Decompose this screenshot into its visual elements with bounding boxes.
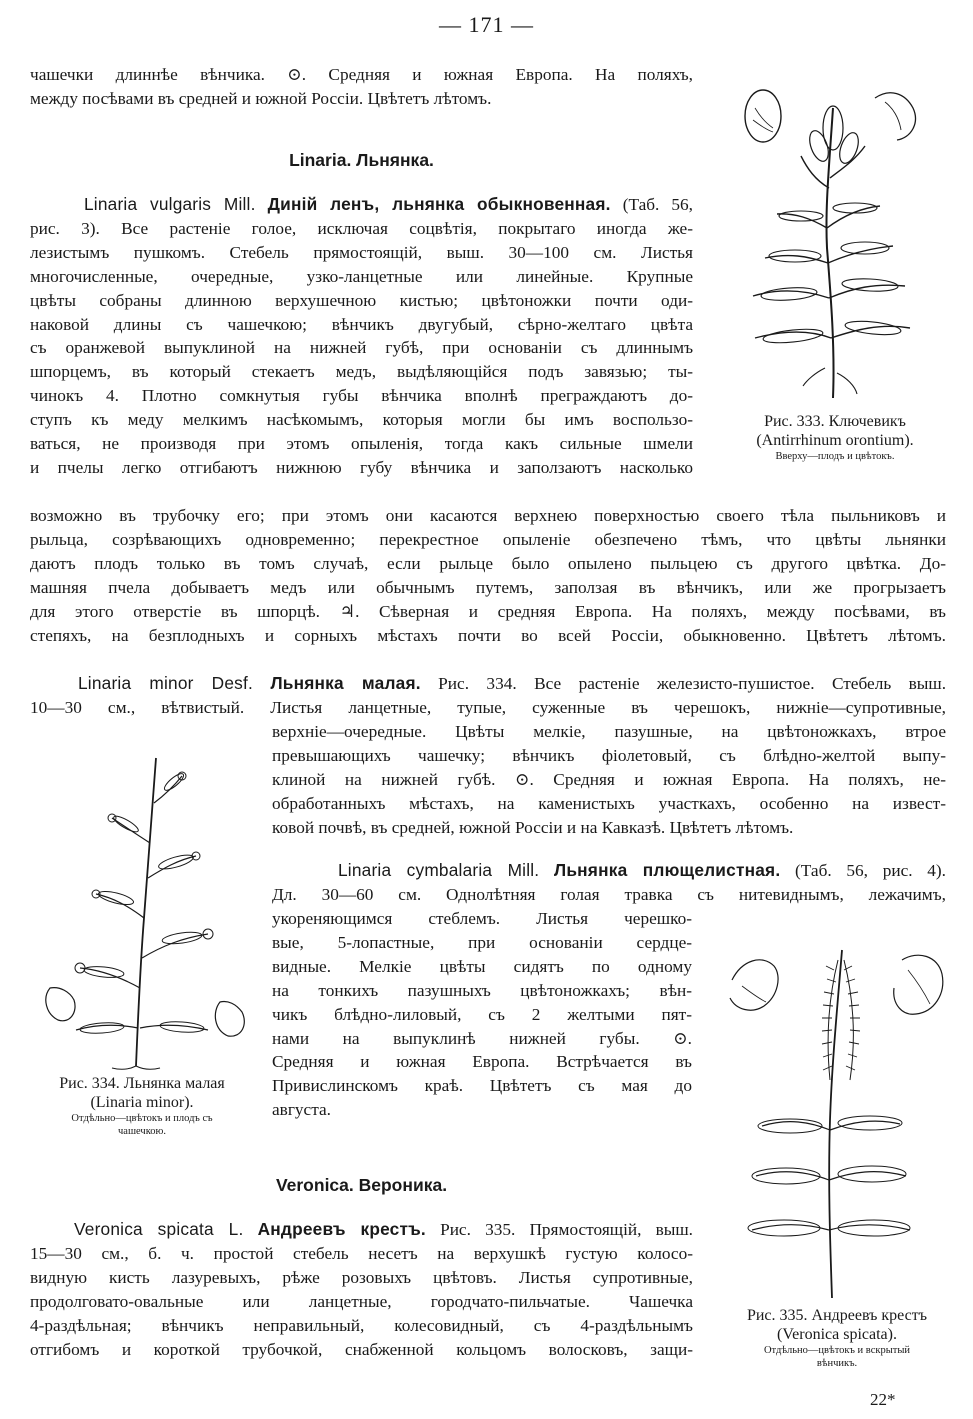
text-line: цвѣты собраны длинною верхушечною кистью; цвѣтоножки почти оди-: [30, 290, 693, 310]
species-latin-name: Linaria vulgaris Mill.: [84, 194, 256, 214]
intro-paragraph: [30, 63, 693, 111]
text-line: рыльца, созрѣвающихъ одновременно; перекрестное опыленіе обезпечено тѣмъ, что цвѣты льнянки: [30, 529, 946, 549]
section-heading-linaria: Linaria. Льнянка.: [289, 150, 434, 170]
figure-caption-title: Рис. 335. Андреевъ крестъ: [746, 1307, 928, 1324]
text-line: лезистымъ пушкомъ. Стебель прямостоящій, выш. 30—100 см. Листья: [30, 242, 693, 262]
figure-caption-title: Рис. 334. Льнянка малая: [59, 1075, 225, 1092]
text-line: клиной на нижней губѣ. ⊙. Средняя и южная Европа. На поляхъ, не-: [272, 769, 946, 789]
figure-333: [705, 68, 965, 472]
text-line: съ оранжевой выпуклиной на нижней губѣ, при основаніи съ длиннымъ: [30, 338, 693, 358]
entry-first-line: [30, 672, 946, 696]
figure-caption-latin: (Antirrhinum orontium).: [756, 432, 914, 449]
text-line: чашечки длиннѣе вѣнчика. ⊙. Средняя и южная Европа. На поляхъ,: [30, 65, 693, 84]
text-line: чинокъ 4. Плотно сомкнутыя губы вѣнчика вполнѣ преграждаютъ до-: [30, 386, 693, 406]
text-line: ваться, не производя при этомъ опыленія, тогда какъ сильные шмели: [30, 434, 693, 454]
figure-caption-latin: (Veronica spicata).: [777, 1326, 897, 1343]
linaria-minor-entry-body: [272, 720, 946, 840]
text-line: и пчелы легко отгибаютъ нижнюю губу вѣнчика и заползаютъ насколько: [30, 457, 693, 477]
text-line: 15—30 см., б. ч. простой стебель несетъ на верхушкѣ густую колосо-: [30, 1243, 693, 1263]
text-line: рис. 3). Все растеніе голое, исключая соцвѣтія, покрытаго иногда же-: [30, 218, 693, 238]
text-line: вые, 5-лопастные, при основаніи сердце-: [272, 932, 692, 952]
entry-text: Рис. 334. Все растеніе железисто-пушистое. Стебель выш.: [438, 674, 947, 693]
text-line: нами на выпуклинѣ нижней губы. ⊙.: [272, 1028, 692, 1048]
entry-text: (Таб. 56, рис. 4).: [795, 861, 946, 880]
figure-caption-note: чашечкою.: [118, 1126, 166, 1137]
text-line: возможно въ трубочку его; при этомъ они касаются верхнею поверхностью своего тѣла пыльниковъ и: [30, 506, 946, 525]
species-russian-name: Андреевъ крестъ.: [257, 1219, 426, 1239]
species-russian-name: Диній ленъ, льнянка обыкновенная.: [267, 194, 611, 214]
linaria-vulgaris-entry: [30, 193, 693, 480]
text-line: машняя пчела добываетъ медъ или обычнымъ путемъ, заползая въ вѣнчикъ, или же прогрызаетъ: [30, 577, 946, 597]
text-line: наковой длины съ чашечкою; вѣнчикъ двугубый, сѣрно-желтаго цвѣта: [30, 314, 693, 334]
entry-first-line: [30, 1218, 693, 1242]
text-line: отгибомъ и короткой трубочкой, снабженной кольцомъ волосковъ, защи-: [30, 1339, 693, 1359]
page-number: — 171 —: [439, 12, 534, 37]
figure-caption-note: Отдѣльно—цвѣтокъ и вскрытый: [763, 1345, 911, 1356]
figure-caption-latin: (Linaria minor).: [90, 1094, 194, 1111]
text-line: продолговато-овальные или ланцетные, городчато-пильчатые. Чашечка: [30, 1291, 693, 1311]
text-line: укореняющимся стеблемъ. Листья черешко-: [272, 909, 692, 928]
linaria-vulgaris-wide: [30, 504, 946, 647]
figure-caption-note: Отдѣльно—цвѣтокъ и плодъ съ: [71, 1113, 213, 1124]
figure-335-caption: [706, 1306, 968, 1370]
text-line: шпорцемъ, въ который стекаетъ медъ, выдѣляющійся подъ завязью; ты-: [30, 362, 693, 382]
text-line: Привислинскомъ краѣ. Цвѣтетъ съ мая до: [272, 1076, 692, 1096]
entry-text: (Таб. 56,: [622, 195, 693, 214]
figure-caption-note: вѣнчикъ.: [816, 1358, 858, 1369]
veronica-illustration: [712, 940, 962, 1300]
figure-333-caption: [705, 412, 965, 463]
text-line: чикъ блѣдно-лиловый, съ 2 желтыми пят-: [272, 1004, 692, 1024]
text-line: Средняя и южная Европа. Встрѣчается въ: [272, 1052, 692, 1072]
text-line: для этого отверстіе въ шпорцѣ. ♃. Сѣверная и средняя Европа. На поляхъ, между посѣвами, въ: [30, 601, 946, 621]
text-line: ступъ къ меду мелкимъ насѣкомымъ, которыя могли бы имъ воспользо-: [30, 410, 693, 430]
species-latin-name: Linaria cymbalaria Mill.: [338, 860, 540, 880]
text-line: обработанныхъ мѣстахъ, на каменистыхъ участкахъ, особенно на извест-: [272, 793, 946, 813]
text-line: даютъ плодъ только въ томъ случаѣ, если рыльце было опылено пыльцею съ другого цвѣтка. До-: [30, 553, 946, 573]
figure-335: [706, 940, 968, 1390]
text-line: августа.: [272, 1100, 331, 1120]
linaria-minor-entry-top: [30, 672, 946, 720]
linaria-cymbalaria-entry-top: [272, 859, 946, 907]
figure-caption-title: Рис. 333. Ключевикъ: [764, 413, 906, 430]
text-line: видную кисть лазуревыхъ, рѣже розовыхъ цвѣтовъ. Листья супротивные,: [30, 1267, 693, 1287]
text-line: видные. Мелкіе цвѣты сидятъ по одному: [272, 956, 692, 976]
linaria-cymbalaria-entry-body: [272, 907, 692, 1122]
antirrhinum-illustration: [715, 68, 955, 408]
figure-caption-note: Вверху—плодъ и цвѣтокъ.: [775, 451, 895, 462]
species-latin-name: Linaria minor Desf.: [78, 673, 254, 693]
linaria-minor-illustration: [32, 748, 252, 1068]
section-heading-veronica: Veronica. Вероника.: [275, 1175, 448, 1195]
text-line: превышающихъ чашечку; вѣнчикъ фіолетовый, съ блѣдно-желтой выпу-: [272, 745, 946, 765]
species-russian-name: Льнянка плющелистная.: [554, 860, 781, 880]
text-line: между посѣвами въ средней и южной Россіи. Цвѣтетъ лѣтомъ.: [30, 88, 492, 108]
species-latin-name: Veronica spicata L.: [74, 1219, 244, 1239]
text-line: 4-раздѣльная; вѣнчикъ неправильный, колесовидный, съ 4-раздѣльнымъ: [30, 1315, 693, 1335]
species-russian-name: Льнянка малая.: [270, 673, 421, 693]
text-line: 10—30 см., вѣтвистый. Листья ланцетные, тупые, суженные въ черешокъ, нижніе—супротивные,: [30, 697, 946, 717]
text-line: ковой почвѣ, въ средней, южной Россіи и на Кавказѣ. Цвѣтетъ лѣтомъ.: [272, 817, 794, 837]
figure-334: [28, 748, 256, 1158]
text-line: верхніе—очередные. Цвѣты мелкіе, пазушные, на цвѣтоножкахъ, втрое: [272, 722, 946, 741]
text-line: на тонкихъ пазушныхъ цвѣтоножкахъ; вѣн-: [272, 980, 692, 1000]
veronica-spicata-entry: [30, 1218, 693, 1361]
text-line: многочисленные, очередные, узко-ланцетные или линейные. Крупные: [30, 266, 693, 286]
text-line: степяхъ, на безплодныхъ и сорныхъ мѣстахъ почти во всей Россіи, обыкновенно. Цвѣтетъ лѣтомъ.: [30, 625, 946, 645]
entry-first-line: [272, 859, 946, 883]
entry-first-line: [30, 193, 693, 217]
figure-334-caption: [28, 1074, 256, 1138]
printer-signature: 22*: [870, 1390, 896, 1409]
entry-text: Рис. 335. Прямостоящій, выш.: [440, 1220, 693, 1239]
text-line: Дл. 30—60 см. Однолѣтняя голая травка съ нитевиднымъ, лежачимъ,: [272, 884, 946, 904]
